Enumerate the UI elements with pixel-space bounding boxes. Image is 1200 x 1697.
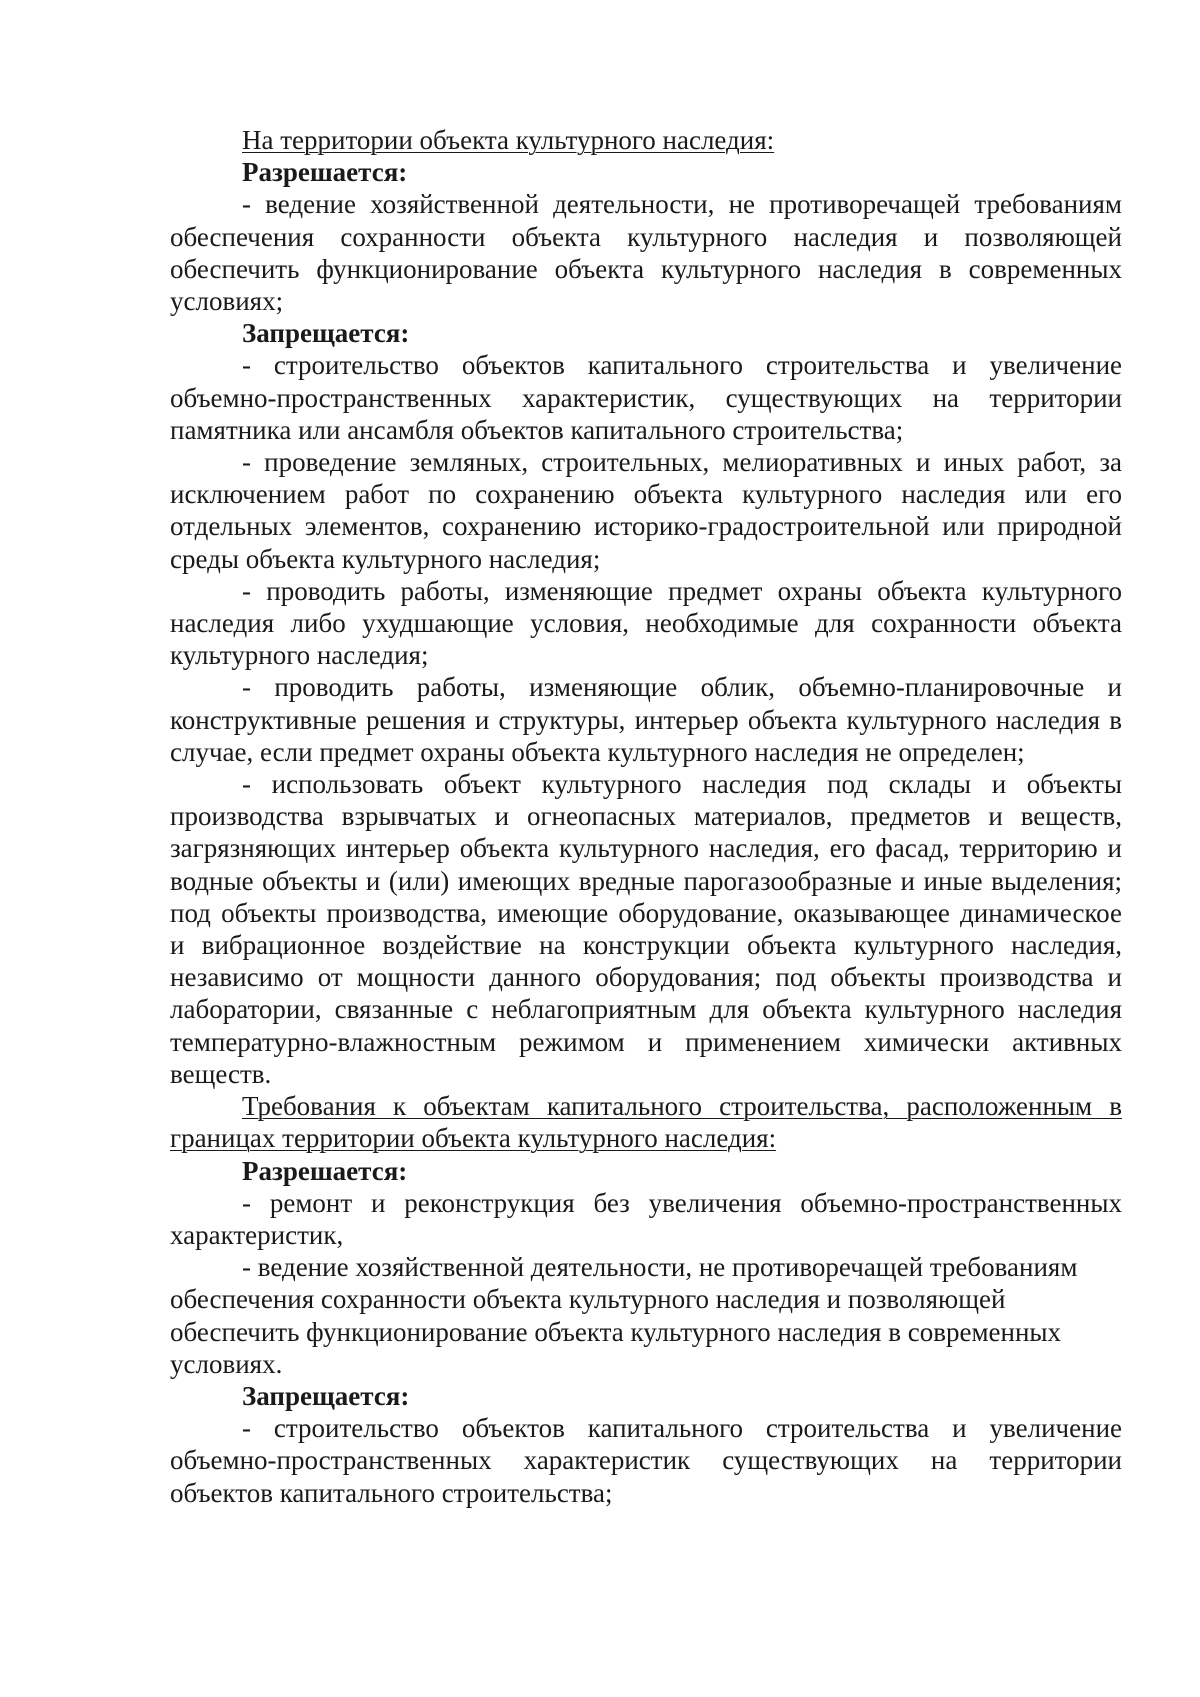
section1-allowed-item: - ведение хозяйственной деятельности, не противоречащей требованиям обеспечения сохранности объекта культурного наследия и позволяющей обеспечить функционирование объекта культурного наследия в современных условиях; <box>170 189 1122 317</box>
section2-allowed-item: - ремонт и реконструкция без увеличения объемно-пространственных характеристик, <box>170 1187 1122 1250</box>
section2-allowed-item: - ведение хозяйственной деятельности, не противоречащей требованиям обеспечения сохранности объекта культурного наследия и позволяющей обеспечить функционирование объекта культурного наследия в современных условиях. <box>170 1252 1078 1379</box>
section1-forbidden-item: - проводить работы, изменяющие предмет охраны объекта культурного наследия либо ухудшающие условия, необходимые для сохранности объекта культурного наследия; <box>170 575 1122 671</box>
section1-heading: На территории объекта культурного наследия: <box>242 125 775 155</box>
section1-forbidden-item: - проводить работы, изменяющие облик, объемно-планировочные и конструктивные решения и структуры, интерьер объекта культурного наследия в случае, если предмет охраны объекта культурного наследия не определен; <box>170 672 1122 767</box>
section1-forbidden-item: - проведение земляных, строительных, мелиоративных и иных работ, за исключением работ по сохранению объекта культурного наследия или его отдельных элементов, сохранению историко-градостроительной или природной среды объекта культурного наследия; <box>170 447 1122 574</box>
document-page <box>170 124 1122 1509</box>
section1-forbidden-label: Запрещается: <box>242 318 410 349</box>
section2-heading: Требования к объектам капитального строительства, расположенным в границах территории объекта культурного наследия: <box>170 1091 1122 1154</box>
section1-forbidden-item: - использовать объект культурного наследия под склады и объекты производства взрывчатых и огнеопасных материалов, предметов и веществ, загрязняющих интерьер объекта культурного наследия, его фасад, территорию и водные объекты и (или) имеющих вредные парогазообразные и иные выделения; под объекты производства, имеющие оборудование, оказывающее динамическое и вибрационное воздействие на конструкции объекта культурного наследия, независимо от мощности данного оборудования; под объекты производства и лаборатории, связанные с неблагоприятным для объекта культурного наследия температурно-влажностным режимом и применением химически активных веществ. <box>170 769 1122 1089</box>
section1-forbidden-item: - строительство объектов капитального строительства и увеличение объемно-пространственных характеристик, существующих на территории памятника или ансамбля объектов капитального строительства; <box>170 350 1122 445</box>
section2-allowed-label: Разрешается: <box>242 1155 408 1186</box>
section1-allowed-label: Разрешается: <box>242 157 408 188</box>
section2-forbidden-label: Запрещается: <box>242 1380 410 1411</box>
section2-forbidden-item: - строительство объектов капитального строительства и увеличение объемно-пространственных характеристик существующих на территории объектов капитального строительства; <box>170 1413 1122 1508</box>
